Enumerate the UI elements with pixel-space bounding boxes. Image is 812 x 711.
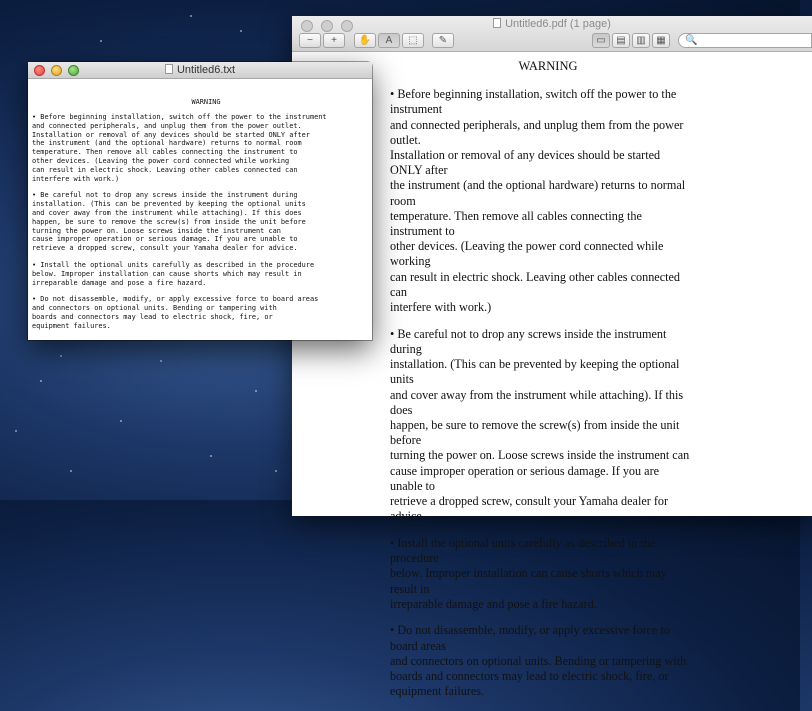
view-sidebar-button[interactable]: ▤ [612, 33, 630, 48]
textedit-window-title: Untitled6.txt [28, 64, 372, 76]
document-icon [493, 18, 501, 28]
text-paragraph: • Before beginning installation, switch off the power to the instrument and connected peripherals, and unplug them from the power outlet. Installation or removal of any devices should be started ONLY after the instrument (and the optional hardware) returns to normal room temperature. Then remove all cables connecting the instrument to other devices. (Leaving the power cord connected while working can result in electric shock. Leaving other cables connected can interfere with work.) [32, 113, 327, 183]
text-paragraph: • Be careful not to drop any screws inside the instrument during installation. (This can be prevented by keeping the optional units and cover away from the instrument while attaching). If this does happen, be sure to remove the screw(s) from inside the unit before turning the power on. Loose screws inside the instrument can cause improper operation or serious damage. If you are unable to retrieve a dropped screw, consult your Yamaha dealer for advice. [32, 191, 306, 253]
preview-titlebar[interactable] [292, 16, 812, 52]
search-input[interactable]: 🔍 [678, 33, 812, 48]
preview-window-title: Untitled6.pdf (1 page) [292, 18, 812, 30]
text-editor-area[interactable] [28, 79, 372, 331]
move-tool-button[interactable]: ✋ [354, 33, 376, 48]
textedit-titlebar[interactable] [28, 62, 372, 79]
pdf-page [390, 59, 690, 711]
pdf-heading: WARNING [518, 59, 578, 73]
textedit-window[interactable] [28, 62, 372, 340]
zoom-out-button[interactable]: − [299, 33, 321, 48]
pdf-paragraph: • Be careful not to drop any screws inside the instrument during installation. (This can be prevented by keeping the optional units and cover away from the instrument while attaching). If this does happen, be sure to remove the screw(s) from inside the unit before turning the power on. Loose screws inside the instrument can cause improper operation or serious damage. If you are unable to retrieve a dropped screw, consult your Yamaha dealer for advice. [390, 326, 690, 524]
pdf-paragraph: • Before beginning installation, switch off the power to the instrument and connected peripherals, and unplug them from the power outlet. Installation or removal of any devices should be started ONLY after the instrument (and the optional hardware) returns to normal room temperature. Then remove all cables connecting the instrument to other devices. (Leaving the power cord connected while working can result in electric shock. Leaving other cables connected can interfere with work.) [390, 87, 686, 315]
text-heading: WARNING [191, 98, 221, 106]
select-tool-button[interactable]: ⬚ [402, 33, 424, 48]
annotate-button[interactable]: ✎ [432, 33, 454, 48]
zoom-in-button[interactable]: + [323, 33, 345, 48]
view-two-pages-button[interactable]: ▦ [652, 33, 670, 48]
text-paragraph: • Do not disassemble, modify, or apply excessive force to board areas and connectors on optional units. Bending or tampering with boards and connectors may lead to electric shock, fire, or equipment failures. [32, 295, 319, 330]
text-paragraph: • Install the optional units carefully as described in the procedure below. Improper installation can cause shorts which may result in irreparable damage and pose a fire hazard. [32, 260, 315, 287]
view-content-only-button[interactable]: ▭ [592, 33, 610, 48]
pdf-paragraph: • Do not disassemble, modify, or apply excessive force to board areas and connectors on optional units. Bending or tampering with boards and connectors may lead to electric shock, fire, or equipment failures. [390, 623, 687, 699]
document-icon [165, 64, 173, 74]
pdf-paragraph: • Install the optional units carefully as described in the procedure below. Improper installation can cause shorts which may result in irreparable damage and pose a fire hazard. [390, 535, 667, 611]
text-tool-button[interactable]: A [378, 33, 400, 48]
view-single-page-button[interactable]: ▥ [632, 33, 650, 48]
